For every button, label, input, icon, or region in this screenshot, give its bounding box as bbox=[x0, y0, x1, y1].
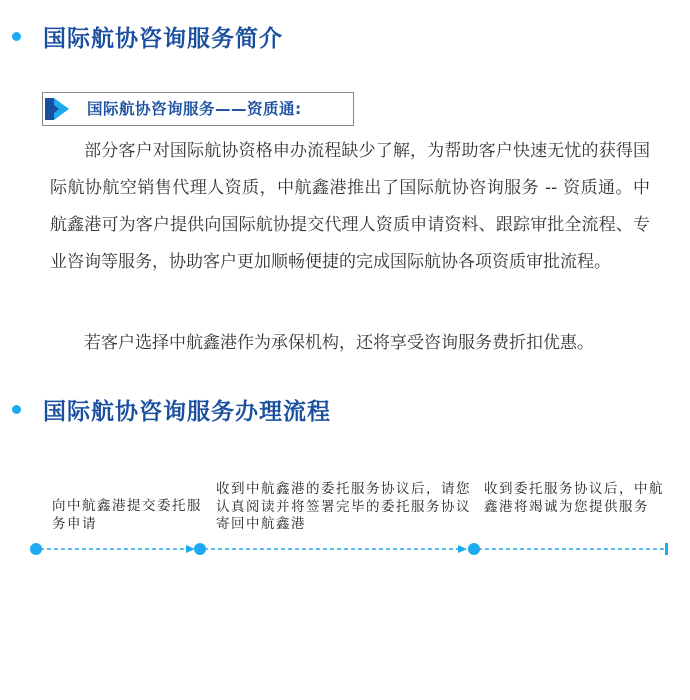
bullet-dot-icon bbox=[12, 405, 21, 414]
arrow-right-icon bbox=[186, 545, 195, 553]
discount-paragraph: 若客户选择中航鑫港作为承保机构，还将享受咨询服务费折扣优惠。 bbox=[84, 333, 594, 353]
process-timeline bbox=[0, 536, 690, 562]
arrow-marker-icon bbox=[45, 98, 69, 120]
process-step-2: 收到中航鑫港的委托服务协议后，请您认真阅读并将签署完毕的委托服务协议寄回中航鑫港 bbox=[216, 481, 471, 532]
process-step-3: 收到委托服务协议后，中航鑫港将竭诚为您提供服务 bbox=[484, 481, 664, 515]
section-process-heading bbox=[12, 393, 331, 426]
timeline-end-marker bbox=[665, 543, 668, 555]
intro-paragraph: 部分客户对国际航协资格申办流程缺少了解，为帮助客户快速无忧的获得国际航协航空销售代理人资质，中航鑫港推出了国际航协咨询服务 -- 资质通。中航鑫港可为客户提供向国际航协提交代理人资质申请资料、跟踪审批全流程、专业咨询等服务，协助客户更加顺畅便捷的完成国际航协各项资质审批流程。 bbox=[50, 141, 650, 272]
subheading-label: 国际航协咨询服务——资质通: bbox=[87, 100, 302, 118]
section-intro-title: 国际航协咨询服务简介 bbox=[43, 26, 283, 52]
process-step-1: 向中航鑫港提交委托服务申请 bbox=[52, 498, 202, 532]
bullet-dot-icon bbox=[12, 32, 21, 41]
subheading-box bbox=[42, 92, 354, 126]
timeline-dot-3 bbox=[468, 543, 480, 555]
section-process-title: 国际航协咨询服务办理流程 bbox=[43, 399, 331, 425]
arrow-right-icon bbox=[458, 545, 467, 553]
section-intro-heading bbox=[12, 20, 283, 53]
timeline-dot-2 bbox=[194, 543, 206, 555]
timeline-dot-1 bbox=[30, 543, 42, 555]
